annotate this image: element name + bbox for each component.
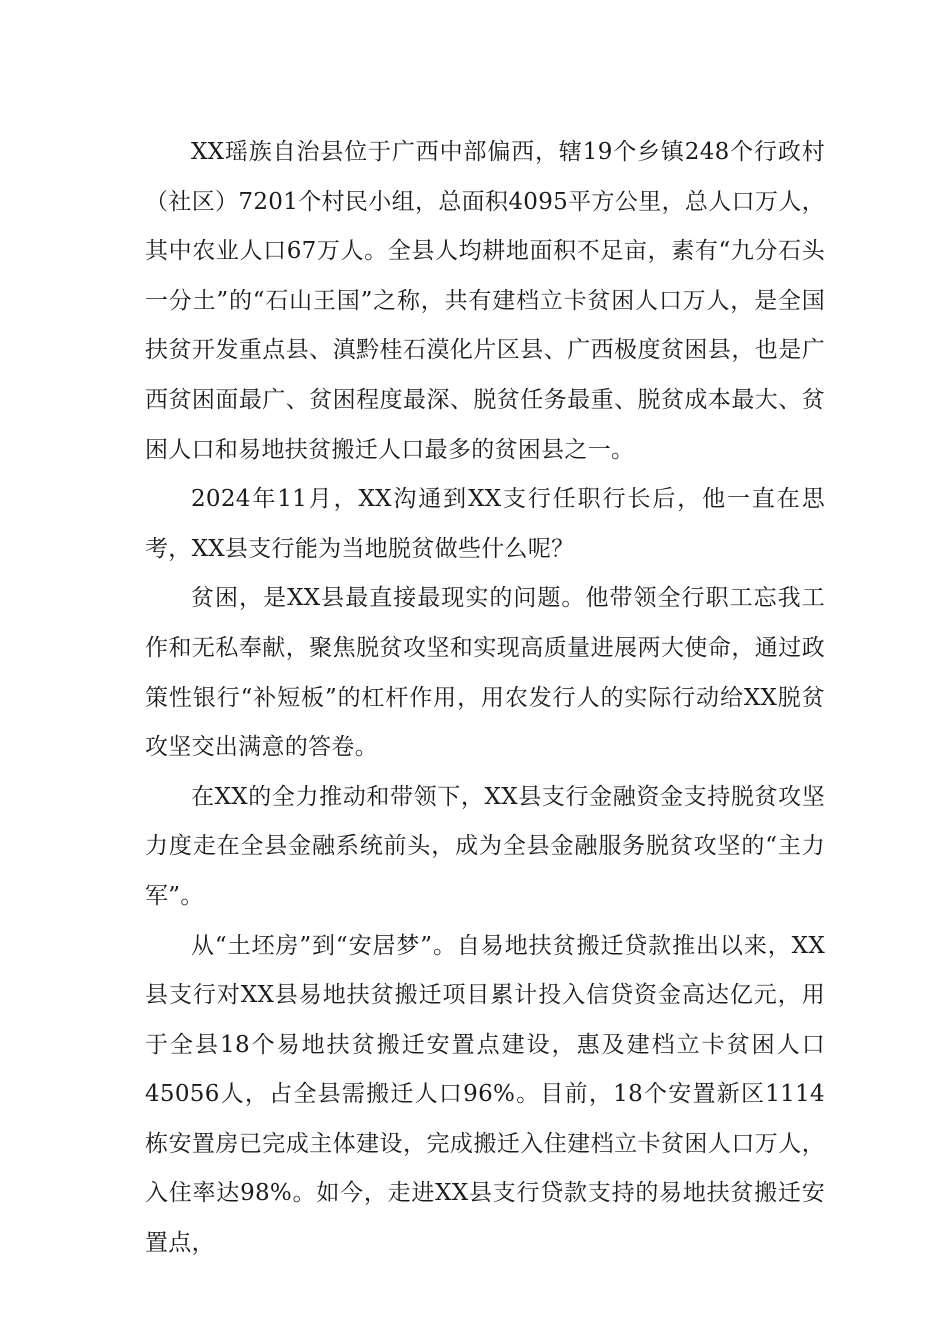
paragraph-county-overview: XX瑶族自治县位于广西中部偏西，辖19个乡镇248个行政村（社区）7201个村民小组，总面积4095平方公里，总人口万人，其中农业人口67万人。全县人均耕地面积不足亩，素有“九分石头一分土”的“石山王国”之称，共有建档立卡贫困人口万人，是全国扶贫开发重点县、滇黔桂石漠化片区县、广西极度贫困县，也是广西贫困面最广、贫困程度最深、脱贫任务最重、脱贫成本最大、贫困人口和易地扶贫搬迁人口最多的贫困县之一。 <box>145 139 825 463</box>
document-body <box>145 128 825 1269</box>
paragraph-poverty-problem: 贫困，是XX县最直接最现实的问题。他带领全行职工忘我工作和无私奉献，聚焦脱贫攻坚和实现高质量进展两大使命，通过政策性银行“补短板”的杠杆作用，用农发行人的实际行动给XX脱贫攻坚交出满意的答卷。 <box>145 585 825 761</box>
paragraph-appointment: 2024年11月，XX沟通到XX支行任职行长后，他一直在思考，XX县支行能为当地脱贫做些什么呢？ <box>145 486 825 562</box>
paragraph-leadership: 在XX的全力推动和带领下，XX县支行金融资金支持脱贫攻坚力度走在全县金融系统前头，成为全县金融服务脱贫攻坚的“主力军”。 <box>145 783 825 909</box>
paragraph-relocation: 从“土坯房”到“安居梦”。自易地扶贫搬迁贷款推出以来，XX县支行对XX县易地扶贫搬迁项目累计投入信贷资金高达亿元，用于全县18个易地扶贫搬迁安置点建设，惠及建档立卡贫困人口45056人，占全县需搬迁人口96%。目前，18个安置新区1114栋安置房已完成主体建设，完成搬迁入住建档立卡贫困人口万人，入住率达98%。如今，走进XX县支行贷款支持的易地扶贫搬迁安置点， <box>145 932 825 1257</box>
